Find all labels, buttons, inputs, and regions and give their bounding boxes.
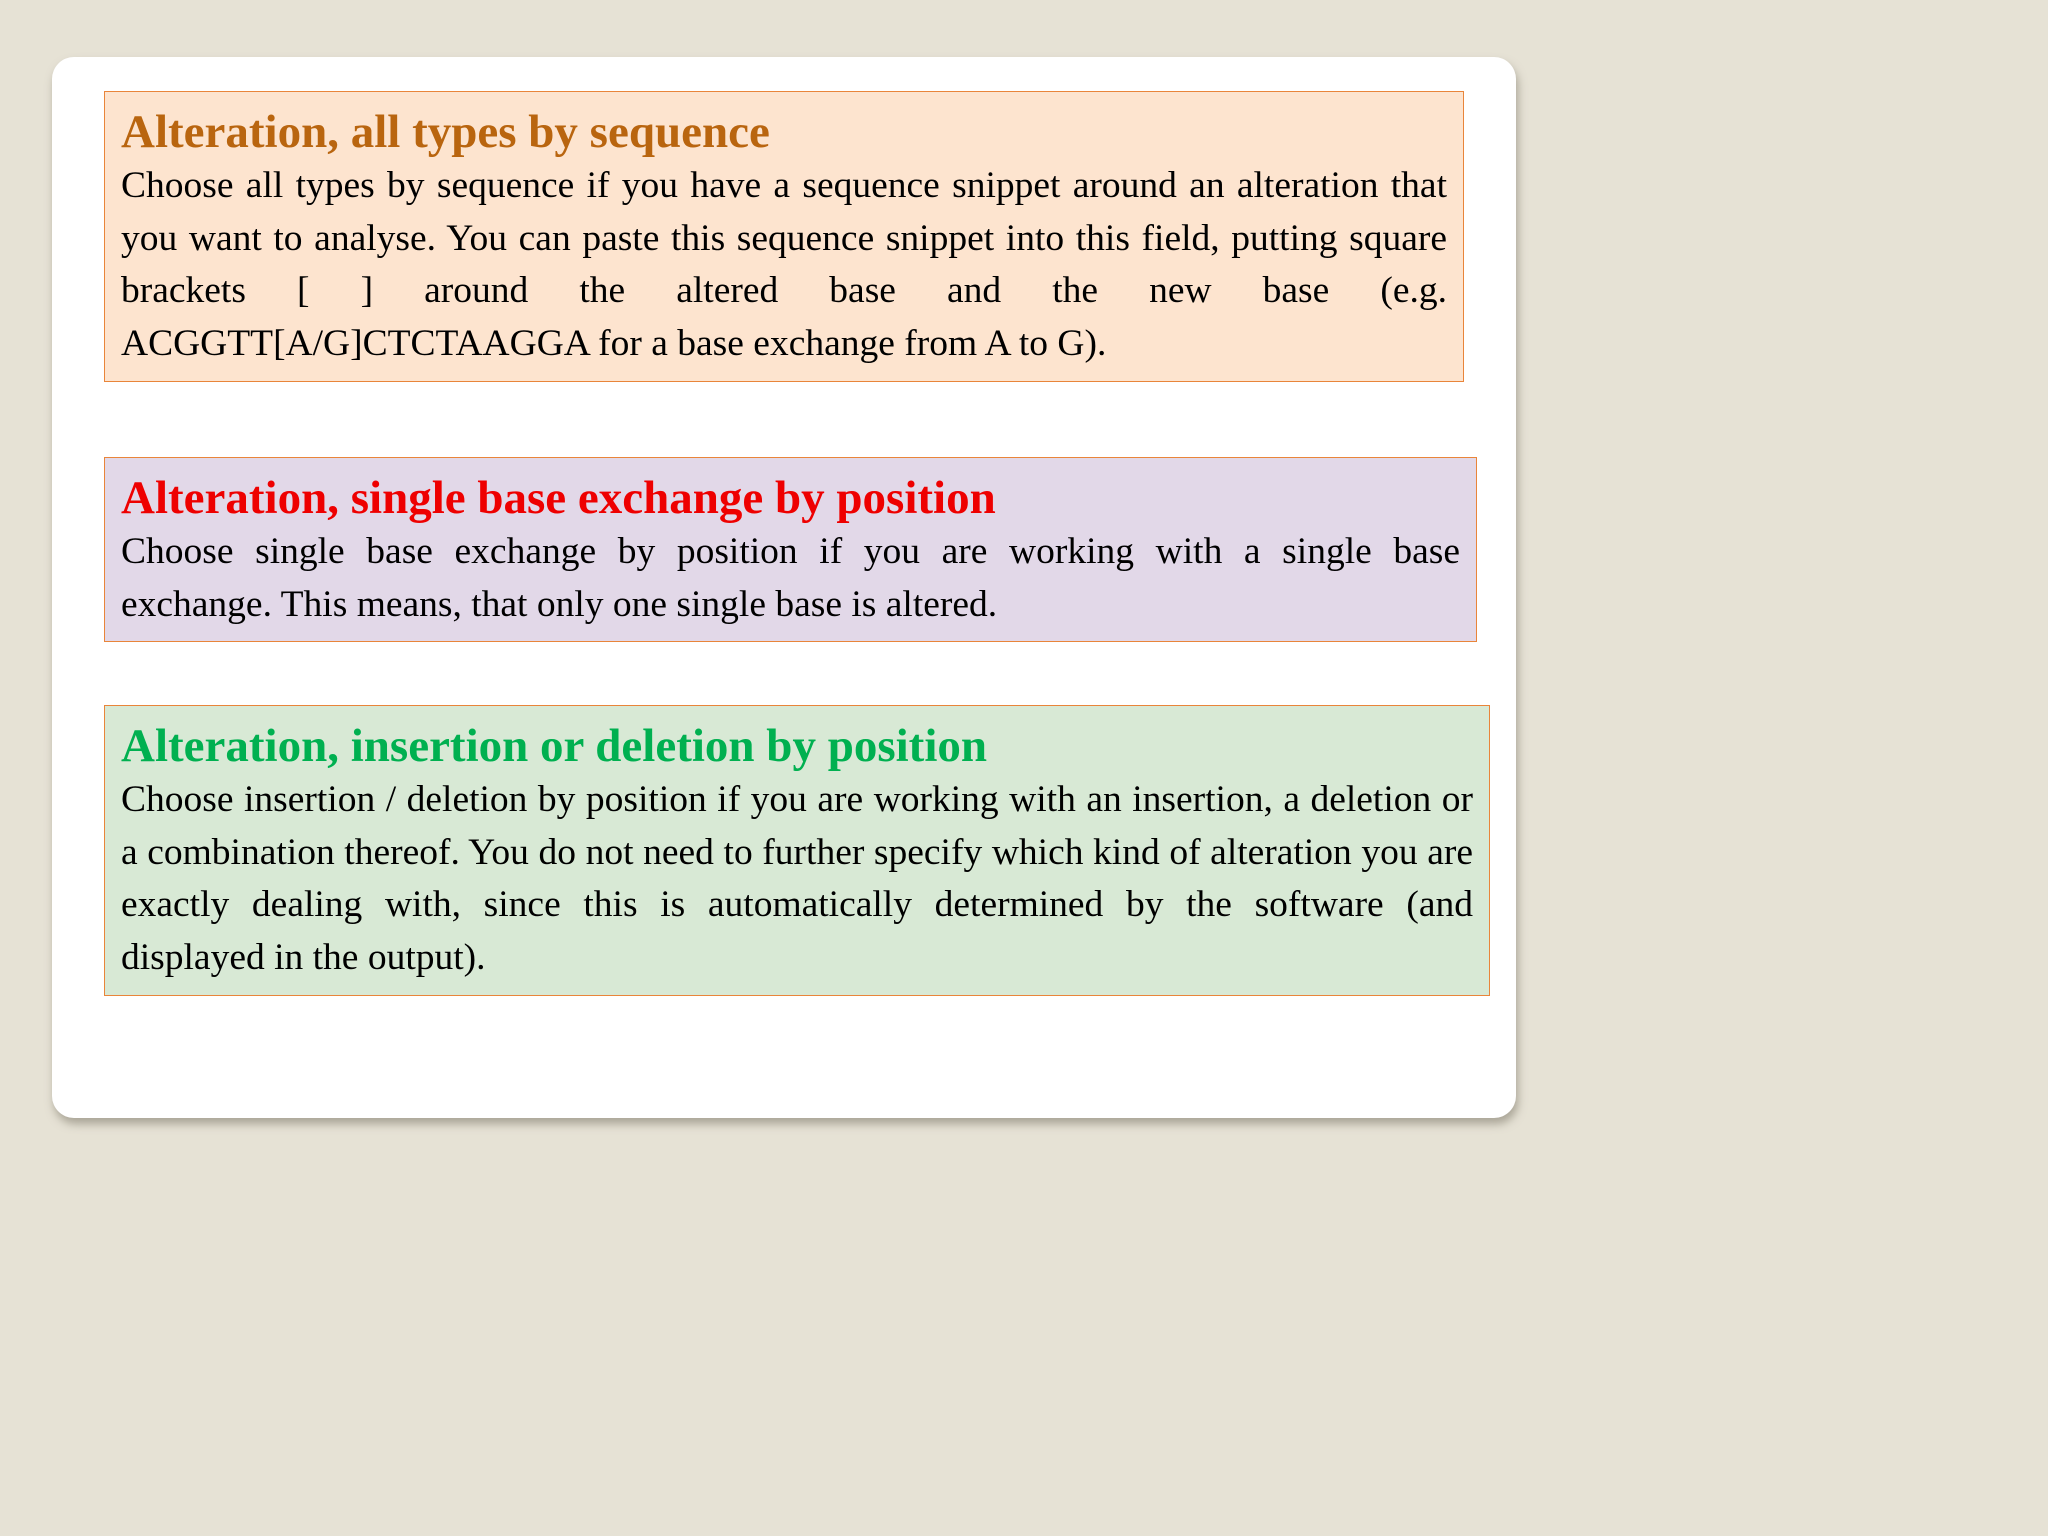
section-body: Choose insertion / deletion by position if you are working with an insertion, a deletion or a combination thereof. You do not need to further specify which kind of alteration you are exactly dealing with, since this is automatically determined by the software (and displayed in the output). [121, 779, 1473, 978]
section-insertion-or-deletion [104, 705, 1490, 996]
section-title: Alteration, single base exchange by position [121, 472, 996, 524]
section-title: Alteration, all types by sequence [121, 106, 770, 158]
section-all-types-by-sequence [104, 91, 1464, 382]
section-body: Choose all types by sequence if you have a sequence snippet around an alteration that you want to analyse. You can paste this sequence snippet into this field, putting square brackets [ ] around the altered base and the new base (e.g. ACGGTT[A/G]CTCTAAGGA for a base exchange from A to G). [121, 165, 1447, 364]
section-title: Alteration, insertion or deletion by position [121, 720, 988, 772]
section-single-base-exchange [104, 457, 1477, 642]
section-body: Choose single base exchange by position if you are working with a single base exchange. This means, that only one single base is altered. [121, 531, 1460, 625]
